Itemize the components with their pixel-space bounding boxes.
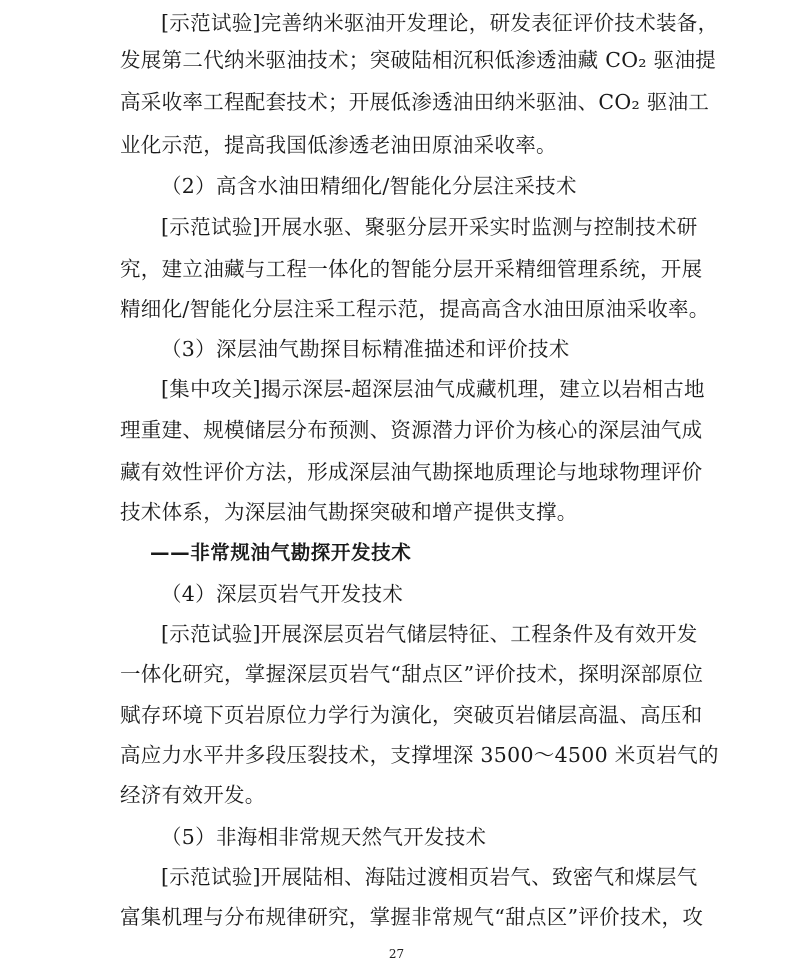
line-text: （3）深层油气勘探目标精准描述和评价技术: [161, 337, 570, 361]
text-line: [0, 656, 793, 692]
line-text: 高采收率工程配套技术；开展低渗透油田纳米驱油、CO₂ 驱油工: [120, 90, 710, 114]
text-line: [0, 899, 793, 935]
line-text: 一体化研究，掌握深层页岩气“甜点区”评价技术，探明深部原位: [120, 662, 704, 686]
text-line: [0, 42, 793, 78]
text-line: [0, 494, 793, 530]
subsection-heading: [0, 168, 793, 204]
line-text: [示范试验]开展深层页岩气储层特征、工程条件及有效开发: [161, 622, 698, 646]
subsection-heading: [0, 819, 793, 855]
line-text: 理重建、规模储层分布预测、资源潜力评价为核心的深层油气成: [120, 418, 703, 442]
subsection-heading: [0, 576, 793, 612]
text-line: [0, 291, 793, 327]
line-text: 精细化/智能化分层注采工程示范，提高高含水油田原油采收率。: [120, 297, 710, 321]
text-line: [0, 209, 793, 245]
line-text: ——非常规油气勘探开发技术: [150, 541, 412, 564]
text-line: [0, 737, 793, 773]
text-line: [0, 412, 793, 448]
text-line: [0, 777, 793, 813]
line-text: （5）非海相非常规天然气开发技术: [161, 825, 487, 849]
line-text: [示范试验]完善纳米驱油开发理论，研发表征评价技术装备，: [161, 11, 719, 35]
line-text: （2）高含水油田精细化/智能化分层注采技术: [161, 174, 577, 198]
page-number: 27: [388, 947, 405, 961]
line-text: 藏有效性评价方法，形成深层油气勘探地质理论与地球物理评价: [120, 460, 703, 484]
line-text: [集中攻关]揭示深层-超深层油气成藏机理，建立以岩相古地: [161, 377, 705, 401]
line-text: 技术体系，为深层油气勘探突破和增产提供支撑。: [120, 500, 578, 524]
line-text: 赋存环境下页岩原位力学行为演化，突破页岩储层高温、高压和: [120, 703, 703, 727]
text-line: [0, 84, 793, 120]
line-text: 究，建立油藏与工程一体化的智能分层开采精细管理系统，开展: [120, 257, 703, 281]
text-line: [0, 251, 793, 287]
line-text: [示范试验]开展水驱、聚驱分层开采实时监测与控制技术研: [161, 215, 698, 239]
line-text: 高应力水平井多段压裂技术，支撑埋深 3500～4500 米页岩气的: [120, 743, 719, 767]
text-line: [0, 5, 793, 41]
text-line: [0, 616, 793, 652]
text-line: [0, 697, 793, 733]
text-line: [0, 127, 793, 163]
subsection-heading: [0, 331, 793, 367]
line-text: [示范试验]开展陆相、海陆过渡相页岩气、致密气和煤层气: [161, 865, 698, 889]
section-heading: [0, 535, 793, 571]
line-text: 发展第二代纳米驱油技术；突破陆相沉积低渗透油藏 CO₂ 驱油提: [120, 48, 717, 72]
text-line: [0, 859, 793, 895]
line-text: 业化示范，提高我国低渗透老油田原油采收率。: [120, 133, 557, 157]
text-line: [0, 454, 793, 490]
line-text: 富集机理与分布规律研究，掌握非常规气“甜点区”评价技术，攻: [120, 905, 704, 929]
text-line: [0, 371, 793, 407]
line-text: 经济有效开发。: [120, 783, 266, 807]
line-text: （4）深层页岩气开发技术: [161, 582, 404, 606]
